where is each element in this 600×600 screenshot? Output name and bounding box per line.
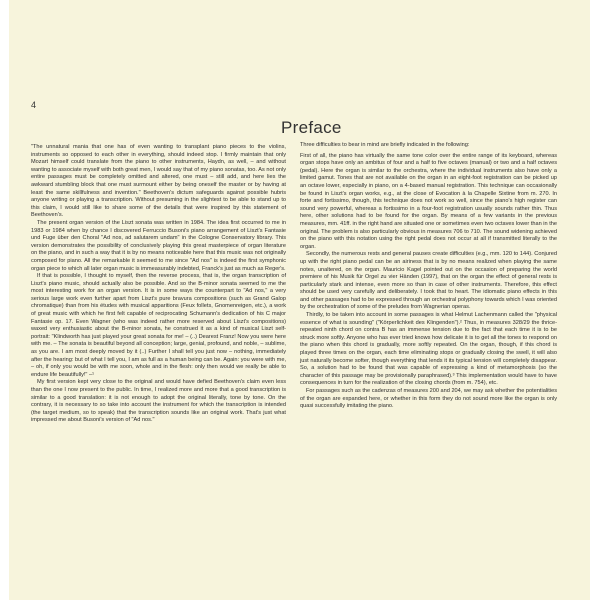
right-column bbox=[300, 142, 557, 411]
page bbox=[9, 0, 590, 600]
paragraph: For passages such as the cadenzas of measures 200 and 204, we may ask whether the potentialities of the organ are expanded here, or whether in this form they do not sound more like the organ is only quasi successfully imitating the piano. bbox=[300, 388, 557, 410]
paragraph: First of all, the piano has virtually the same tone color over the entire range of its keyboard, whereas organ stops have only an ambitus of four and a half to five octaves (manual) or two and a half octaves (pedal). Here the organ is similar to the orchestra, where the individual instruments also have only a limited gamut. Tones that are not available on the organ in an eight-foot registration can be picked up an octave lower, especially in piano, on a 4-based manual registration. This technique can occasionally be found in Liszt's organ works, e.g., at the close of Evocation à la Chapelle Sixtine from m. 270. In forte and fortissimo, though, this technique does not work so well, since the piano's high register can sound very powerful, whereas a fortissimo in a four-foot registration usually sounds rather thin. Thus here, other solutions had to be found for the organ. By means of a few variants in the previous measures, mm. 41ff. in the right hand are situated one or sometimes even two octaves lower than in the original. The problem is also particularly obvious in measures 706 to 710. The sound widening achieved on the piano with this notation using the right pedal does not occur at all if transmitted literally to the organ. bbox=[300, 152, 557, 250]
paragraph: "The unnatural mania that one has of even wanting to transplant piano pieces to the violins, instruments so opposed to each other in everything, should indeed stop. I firmly maintain that only Mozart himself could translate from the piano to other instruments, Haydn, as well, – and without wanting to associate myself with both great men, I would say that of my piano sonatas, too. As not only entire passages must be completely omitted and altered, one must – still add, and here lies the awkward stumbling block that one must surmount either by being oneself the master or by having at least the same skillfulness and invention." Beethoven's dictum safeguards against possible hubris anyone writing or playing a transcription. Without presuming in the slightest to be able to stand up to this claim, I would still like to share some of the details that were inspired by this statement of Beethoven's. bbox=[31, 144, 286, 219]
paragraph: Secondly, the numerous rests and general pauses create difficulties (e.g., mm. 120 to 144). Conjured up with the right piano pedal can be an airiness that is by no means realized when playing the same notes, unaltered, on the organ. Mauricio Kagel pointed out on the occasion of preparing the world premiere of his Musik für Orgel zu vier Händen (1997), that on the organ the effect of general rests is particularly stark and intense, even more so than in case of other instruments. Therefore, this effect should be used very carefully and deliberately. I took that to heart. The idiomatic piano effects in this and other passages had to be expressed through an orchestral polyphony towards which I was oriented by the orchestration of some of the preludes from Wagnerian operas. bbox=[300, 251, 557, 311]
paragraph: If that is possible, I thought to myself, then the reverse process, that is, the organ transcription of Liszt's piano music, should actually also be possible. And so the B-minor sonata seemed to me the most interesting work for an organ version. It is in some ways the counterpart to "Ad nos," a very serious large work even further apart from Liszt's pure bravura compositions (such as Grand Galop chromatique) than from his études with musical apparitions (Feux follets, Gnomenreigen, etc.), a work of great music with which he first felt capable of reciprocating Schumann's dedication of his C major Fantasie op. 17. Even Wagner (who was indeed rather more reserved about Liszt's compositions) waxed very enthusiastic about the B-minor sonata, he construed it as a kind of musical Liszt self-portrait: "Klindworth has just played your great sonata for me! – (..) Dearest Franz! Now you were here with me. – The sonata is beautiful beyond all conception; large, genial, profound, and noble, – sublime, as you are. I am most deeply moved by it (..) Further I shall tell you just now – nothing, immediately after the hearing: but of what I tell you, I am as full as a human being can be. Again: you were with me, – oh, if only you would be with me soon, whole and in the flesh: only then would we really be able to endure life beautifully!" –¹ bbox=[31, 273, 286, 378]
paragraph: My first version kept very close to the original and would have defied Beethoven's claim even less than the one I now present to the public. In time, I realized more and more that a good transcription is similar to a good translation: it is not enough to adopt the original literally, tone by tone. On the contrary, it is necessary to so take into account the instrument for which the transcription is intended (the target medium, so to speak) that the transcription sounds like an original work. That's just what impressed me about Busoni's version of "Ad nos." bbox=[31, 379, 286, 424]
paragraph: The present organ version of the Liszt sonata was written in 1984. The idea first occurred to me in 1983 or 1984 when by chance I discovered Ferruccio Busoni's piano arrangement of Liszt's Fantasie und Fuge über den Choral "Ad nos, ad salutarem undam" in the Cologne Conservatory library. This version demonstrates the possibility of conclusively playing this great masterpiece of organ literature on the piano, and in such a way that it is by no means noticeable here that this music was not originally composed for piano. All the remarkable it seemed to me since "Ad nos" is indeed the first symphonic organ piece to which all later organ music is immeasurably indebted, Franck's just as much as Reger's. bbox=[31, 219, 286, 272]
paragraph: Thirdly, to be taken into account in some passages is what Helmut Lachenmann called the "physical essence of what is sounding" ("Körperlichkeit des Klingenden").² Thus, in measures 328/29 the thrice-repeated ninth chord on contra B has an immense tension due to the fact that each time it is to be struck more softly. Anyone who has ever tried knows how delicate it is to get all the tones to respond on the piano when this chord is gradually, more softly repeated. On the organ, though, if this chord is played three times on the organ, each time eliminating stops or gradually closing the swell, it will also just naturally become softer, though everything that lends it its typical tension will completely disappear. So, a solution had to be found that was capable of expressing a kind of metamorphosis (so the character of this passage may be provisionally paraphrased).³ This implementation would have to have consequences in turn for the realization of the closing chords (from m. 754), etc. bbox=[300, 312, 557, 387]
page-title: Preface bbox=[281, 118, 342, 137]
page-number: 4 bbox=[31, 100, 37, 110]
left-column bbox=[31, 144, 286, 425]
paragraph: Three difficulties to bear in mind are briefly indicated in the following: bbox=[300, 142, 470, 148]
